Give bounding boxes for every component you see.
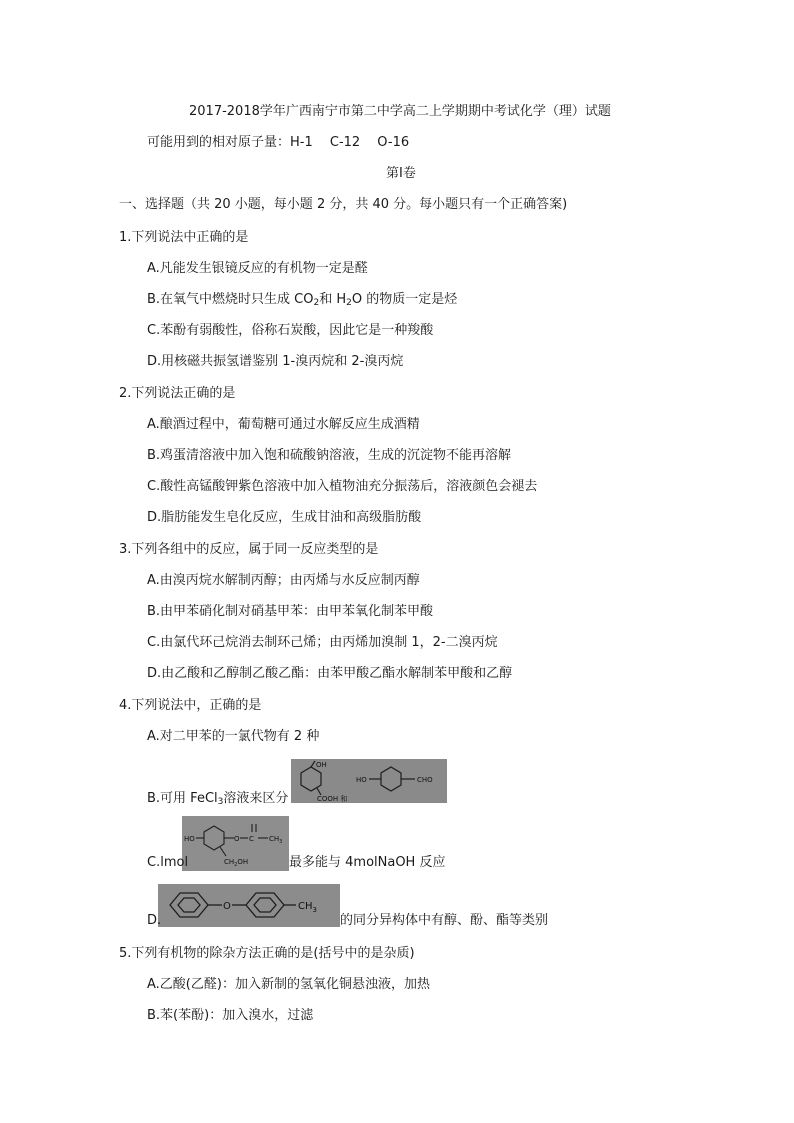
label-ho: HO xyxy=(356,776,367,784)
question-2-stem: 2.下列说法正确的是 xyxy=(119,386,236,401)
question-1-option-d: D.用核磁共振氢谱鉴别 1-溴丙烷和 2-溴丙烷 xyxy=(147,354,404,369)
structure-image-phenoxy-toluene xyxy=(158,884,340,927)
label-oh: OH xyxy=(316,761,327,769)
question-3-option-c: C.由氯代环己烷消去制环己烯；由丙烯加溴制 1，2-二溴丙烷 xyxy=(147,635,498,650)
question-4-option-b-text: B.可用 FeCl$_3$溶液来区分 xyxy=(147,791,289,807)
question-4-option-c-prefix: C.lmol xyxy=(147,855,189,870)
label-ho: HO xyxy=(184,835,195,843)
question-5-option-b: B.苯(苯酚)：加入溴水，过滤 xyxy=(147,1008,314,1023)
question-1-stem: 1.下列说法中正确的是 xyxy=(119,230,249,245)
label-ch3: $CH_3$ xyxy=(298,901,317,914)
question-4-option-c-suffix: 最多能与 4molNaOH 反应 xyxy=(289,855,446,870)
label-ether-o: O xyxy=(223,901,231,912)
question-1-option-b: B.在氧气中燃烧时只生成 $CO_2$和 $H_2O$ 的物质一定是烃 xyxy=(147,292,458,308)
question-2-option-a: A.酿酒过程中，葡萄糖可通过水解反应生成酒精 xyxy=(147,417,420,432)
question-1-option-a: A.凡能发生银镜反应的有机物一定是醛 xyxy=(147,261,368,276)
label-carbonyl-c: C xyxy=(249,835,254,843)
question-2-option-c: C.酸性高锰酸钾紫色溶液中加入植物油充分振荡后，溶液颜色会褪去 xyxy=(147,479,538,494)
question-4-option-d-suffix: 的同分异构体中有醇、酚、酯等类别 xyxy=(340,913,549,928)
question-2-option-d: D.脂肪能发生皂化反应，生成甘油和高级脂肪酸 xyxy=(147,510,422,525)
label-cho: CHO xyxy=(417,776,433,784)
label-ester-o: O xyxy=(234,835,240,843)
question-5-option-a: A.乙酸(乙醛)：加入新制的氢氧化铜悬浊液，加热 xyxy=(147,977,430,992)
page-title: 2017-2018学年广西南宁市第二中学高二上学期期中考试化学（理）试题 xyxy=(189,104,611,119)
question-4-stem: 4.下列说法中，正确的是 xyxy=(119,698,262,713)
section-heading: 一、选择题（共 20 小题，每小题 2 分，共 40 分。每小题只有一个正确答案) xyxy=(119,197,568,212)
question-1-option-c: C.苯酚有弱酸性，俗称石炭酸，因此它是一种羧酸 xyxy=(147,323,434,338)
label-cooh: COOH 和 xyxy=(317,795,348,803)
volume-heading: 第Ⅰ卷 xyxy=(386,166,416,181)
structure-image-salicylic-and-hydroxybenzaldehyde xyxy=(291,759,447,803)
question-4-option-a: A.对二甲苯的一氯代物有 2 种 xyxy=(147,729,320,744)
label-ch2oh: $CH_2OH$ xyxy=(224,858,249,868)
atomic-mass-line: 可能用到的相对原子量：H-1 C-12 O-16 xyxy=(147,135,410,150)
question-5-stem: 5.下列有机物的除杂方法正确的是(括号中的是杂质) xyxy=(119,946,415,961)
question-3-option-b: B.由甲苯硝化制对硝基甲苯：由甲苯氧化制苯甲酸 xyxy=(147,604,434,619)
structure-image-ester-compound xyxy=(182,816,289,871)
question-3-option-d: D.由乙酸和乙醇制乙酸乙酯：由苯甲酸乙酯水解制苯甲酸和乙醇 xyxy=(147,666,513,681)
label-ch3: $CH_3$ xyxy=(269,835,283,845)
question-3-option-a: A.由溴丙烷水解制丙醇；由丙烯与水反应制丙醇 xyxy=(147,573,420,588)
question-2-option-b: B.鸡蛋清溶液中加入饱和硫酸钠溶液，生成的沉淀物不能再溶解 xyxy=(147,448,512,463)
question-3-stem: 3.下列各组中的反应，属于同一反应类型的是 xyxy=(119,542,379,557)
question-4-option-d-prefix: D. xyxy=(147,913,162,928)
